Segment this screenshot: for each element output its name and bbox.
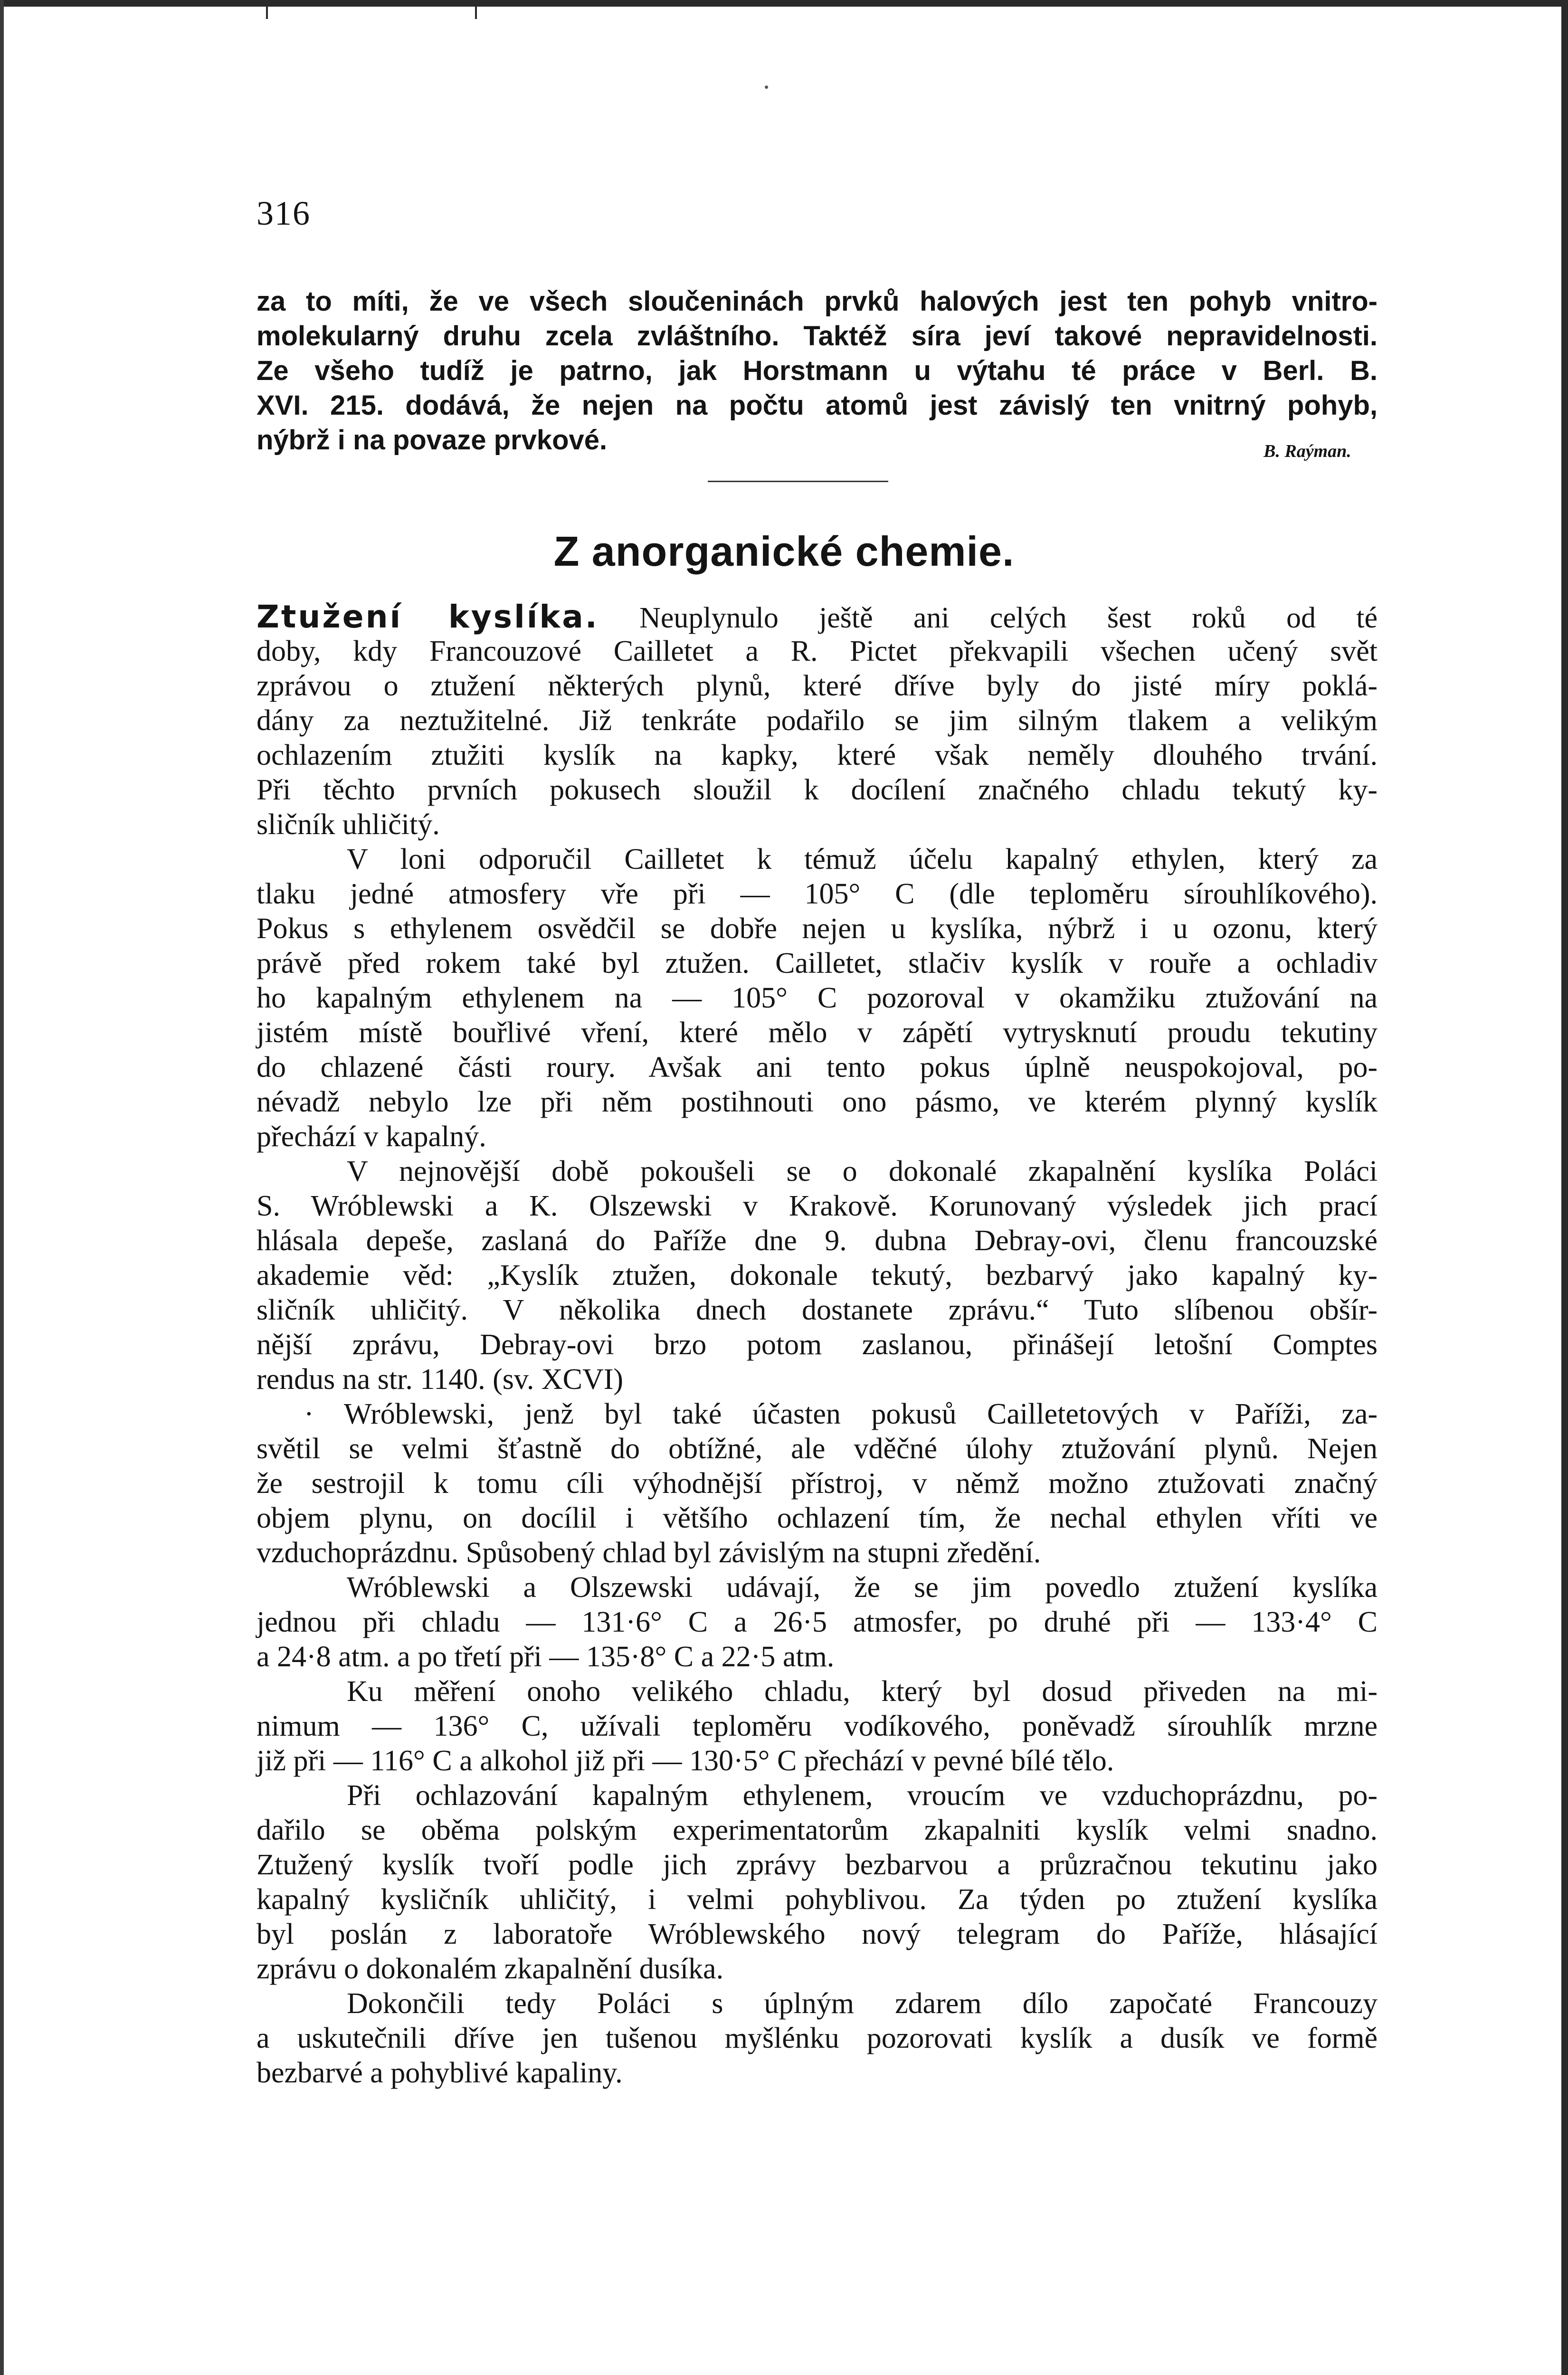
- paragraph: [257, 1154, 1378, 1397]
- text-line: přechází v kapalný.: [257, 1121, 486, 1153]
- text-line: Ztužený kyslík tvoří podle jich zprávy bezbarvou a průzračnou tekutinu jako: [257, 1849, 1378, 1881]
- text-line: právě před rokem také byl ztužen. Cailletet, stlačiv kyslík v rouře a ochladiv: [257, 947, 1378, 979]
- text-line: dány za neztužitelné. Již tenkráte podařilo se jim silným tlakem a velikým: [257, 704, 1378, 737]
- intro-paragraph: [257, 284, 1378, 457]
- text-line: [257, 599, 1378, 634]
- text-line: Wróblewski a Olszewski udávají, že se jim povedlo ztužení kyslíka: [347, 1571, 1378, 1604]
- paragraph: [257, 1778, 1378, 1986]
- page-number: 316: [257, 194, 311, 232]
- text-line: nýbrž i na povaze prvkové.: [257, 425, 608, 456]
- lead-title: Ztužení kyslíka.: [257, 598, 599, 635]
- text-line: tlaku jedné atmosfery vře při — 105° C (dle teploměru sírouhlíkového).: [257, 878, 1378, 910]
- text-line: doby, kdy Francouzové Cailletet a R. Pictet překvapili všechen učený svět: [257, 635, 1378, 667]
- text-line: Ze všeho tudíž je patrno, jak Horstmann u výtahu té práce v Berl. B.: [257, 355, 1378, 386]
- paragraph: [257, 1986, 1378, 2090]
- text-line: bezbarvé a pohyblivé kapaliny.: [257, 2057, 623, 2089]
- text-line: molekularný druhu zcela zvláštního. Taktéž síra jeví takové nepravidelnosti.: [257, 321, 1378, 352]
- scan-edge-right: [1561, 0, 1568, 2375]
- section-heading: Z anorganické chemie.: [553, 528, 1015, 575]
- text-line: S. Wróblewski a K. Olszewski v Krakově. Korunovaný výsledek jich prací: [257, 1190, 1378, 1222]
- text-line: zprávou o ztužení některých plynů, které dříve byly do jisté míry poklá-: [257, 670, 1378, 702]
- text-line: jednou při chladu — 131·6° C a 26·5 atmosfer, po druhé při — 133·4° C: [257, 1606, 1378, 1638]
- paragraph: [257, 1570, 1378, 1674]
- scan-speck: [765, 86, 768, 89]
- text-line: Dokončili tedy Poláci s úplným zdarem dílo započaté Francouzy: [347, 1987, 1378, 2020]
- text-line: · Wróblewski, jenž byl také účasten pokusů Cailletetových v Paříži, za-: [304, 1398, 1378, 1430]
- author-signature: B. Raýman.: [1264, 441, 1351, 461]
- text-line: akademie věd: „Kyslík ztužen, dokonale tekutý, bezbarvý jako kapalný ky-: [257, 1259, 1378, 1292]
- article-body: [257, 599, 1378, 2090]
- text-line: nimum — 136° C, užívali teploměru vodíkového, poněvadž sírouhlík mrzne: [257, 1710, 1378, 1742]
- scan-mark: [266, 0, 268, 19]
- text-line: névadž nebylo lze při něm postihnouti ono pásmo, ve kterém plynný kyslík: [257, 1086, 1378, 1118]
- section-divider: [708, 481, 888, 482]
- text-line: nější zprávu, Debray-ovi brzo potom zaslanou, přinášejí letošní Comptes: [257, 1329, 1378, 1361]
- text-line: byl poslán z laboratoře Wróblewského nový telegram do Paříže, hlásající: [257, 1918, 1378, 1950]
- text-line: Pokus s ethylenem osvědčil se dobře nejen u kyslíka, nýbrž i u ozonu, který: [257, 912, 1378, 945]
- scan-edge-top: [0, 0, 1568, 7]
- text-line: V loni odporučil Cailletet k témuž účelu kapalný ethylen, který za: [347, 843, 1378, 875]
- text-line: vzduchoprázdnu. Spůsobený chlad byl závislým na stupni zředění.: [257, 1537, 1041, 1569]
- text-line: kapalný kysličník uhličitý, i velmi pohyblivou. Za týden po ztužení kyslíka: [257, 1883, 1378, 1916]
- paragraph: [257, 1674, 1378, 1778]
- text-line: do chlazené části roury. Avšak ani tento pokus úplně neuspokojoval, po-: [257, 1051, 1378, 1083]
- text-line: hlásala depeše, zaslaná do Paříže dne 9. dubna Debray-ovi, členu francouzské: [257, 1225, 1378, 1257]
- text-line: ho kapalným ethylenem na — 105° C pozoroval v okamžiku ztužování na: [257, 982, 1378, 1014]
- text-line: dařilo se oběma polským experimentatorům zkapalniti kyslík velmi snadno.: [257, 1814, 1378, 1846]
- paragraph: [257, 599, 1378, 842]
- scan-mark: [475, 0, 477, 19]
- text-line: a uskutečnili dříve jen tušenou myšlénku pozorovati kyslík a dusík ve formě: [257, 2022, 1378, 2054]
- text-line: Při těchto prvních pokusech sloužil k docílení značného chladu tekutý ky-: [257, 774, 1378, 806]
- text-line: ochlazením ztužiti kyslík na kapky, které však neměly dlouhého trvání.: [257, 739, 1378, 771]
- text-line: světil se velmi šťastně do obtížné, ale vděčné úlohy ztužování plynů. Nejen: [257, 1433, 1378, 1465]
- text-line: sličník uhličitý.: [257, 808, 440, 841]
- text-line: sličník uhličitý. V několika dnech dostanete zprávu.“ Tuto slíbenou obšír-: [257, 1294, 1378, 1326]
- text-line: jistém místě bouřlivé vření, které mělo v zápětí vytrysknutí proudu tekutiny: [257, 1016, 1378, 1049]
- text-line: XVI. 215. dodává, že nejen na počtu atomů jest závislý ten vnitrný pohyb,: [257, 390, 1378, 421]
- paragraph: [257, 842, 1378, 1154]
- text-line: Při ochlazování kapalným ethylenem, vroucím ve vzduchoprázdnu, po-: [347, 1779, 1378, 1812]
- text-line: již při — 116° C a alkohol již při — 130·5° C přechází v pevné bílé tělo.: [257, 1745, 1114, 1777]
- text-line: V nejnovější době pokoušeli se o dokonalé zkapalnění kyslíka Poláci: [347, 1155, 1378, 1188]
- text-line: zprávu o dokonalém zkapalnění dusíka.: [257, 1953, 724, 1985]
- scan-edge-left: [0, 0, 4, 2375]
- paragraph: [257, 1397, 1378, 1570]
- text-line: že sestrojil k tomu cíli výhodnější přístroj, v němž možno ztužovati značný: [257, 1467, 1378, 1500]
- text-line: za to míti, že ve všech sloučeninách prvků halových jest ten pohyb vnitro-: [257, 286, 1378, 317]
- text-line: a 24·8 atm. a po třetí při — 135·8° C a 22·5 atm.: [257, 1641, 835, 1673]
- lead-text: Neuplynulo ještě ani celých šest roků od té: [599, 602, 1378, 634]
- text-line: objem plynu, on docílil i většího ochlazení tím, že nechal ethylen vříti ve: [257, 1502, 1378, 1534]
- text-line: rendus na str. 1140. (sv. XCVI): [257, 1363, 624, 1396]
- text-line: Ku měření onoho velikého chladu, který byl dosud přiveden na mi-: [347, 1675, 1378, 1708]
